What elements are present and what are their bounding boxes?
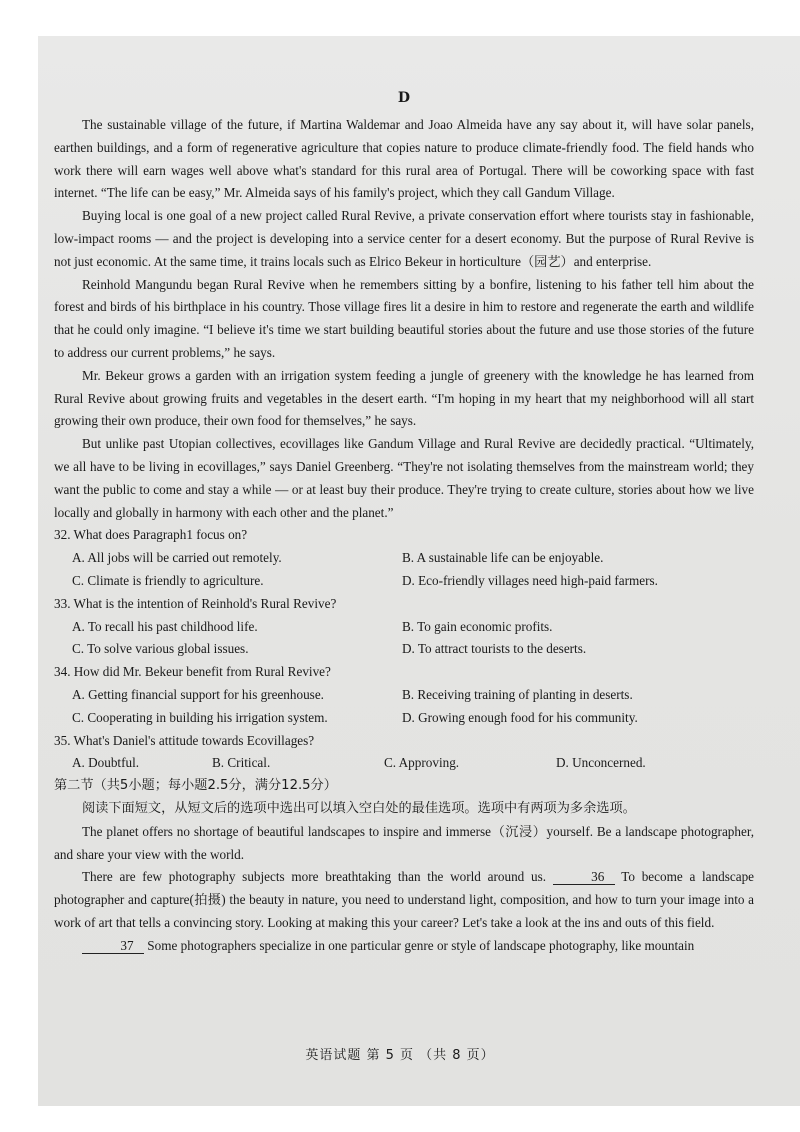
page-footer: 英语试题 第 5 页 （共 8 页） (305, 1048, 495, 1063)
option-33-d: D. To attract tourists to the deserts. (402, 641, 587, 657)
cloze-paragraph-1: The planet offers no shortage of beautiful landscapes to inspire and immerse（沉浸）yourself. Be a landscape photographer, and share your view with the world. (54, 823, 754, 862)
cloze-paragraph-2 (54, 866, 754, 934)
cloze-paragraph-3 (54, 935, 754, 958)
option-35-a: A. Doubtful. (72, 755, 140, 771)
question-35-stem: 35. What's Daniel's attitude towards Ecovillages? (54, 732, 315, 748)
section-letter: D (397, 90, 411, 106)
section-2-instruction: 阅读下面短文，从短文后的选项中选出可以填入空白处的最佳选项。选项中有两项为多余选项。 (82, 800, 636, 816)
section-2-header: 第二节（共5小题；每小题2.5分，满分12.5分） (54, 778, 337, 794)
option-32-a: A. All jobs will be carried out remotely. (72, 550, 282, 566)
option-33-a: A. To recall his past childhood life. (72, 618, 258, 634)
option-34-a: A. Getting financial support for his greenhouse. (72, 686, 324, 702)
question-33-options (54, 616, 754, 662)
passage-paragraph-3: Reinhold Mangundu began Rural Revive when he remembers sitting by a bonfire, listening to his father tell him about the forest and birds of his birthplace in his country. Those village fires lit a desire in him to restore and regenerate the earth and wildlife that he could only imagine. “I believe it's time we start building beautiful stories about the future and use those stories of the future to address our current problems,” he says. (54, 276, 754, 360)
cloze-p2-after: To become a landscape photographer and capture(拍摄) the beauty in nature, you need to understand light, composition, and how to turn your image into a work of art that tells a convincing story. Looking at making this your career? Let's take a look at the ins and outs of this field. (54, 869, 755, 930)
question-32-options (54, 547, 754, 593)
question-34-stem: 34. How did Mr. Bekeur benefit from Rural Revive? (54, 664, 331, 680)
option-32-c: C. Climate is friendly to agriculture. (72, 572, 264, 588)
option-34-d: D. Growing enough food for his community. (402, 709, 638, 725)
option-33-c: C. To solve various global issues. (72, 641, 249, 657)
option-33-b: B. To gain economic profits. (402, 618, 553, 634)
option-34-c: C. Cooperating in building his irrigation system. (72, 709, 328, 725)
cloze-p2-before: There are few photography subjects more breathtaking than the world around us. (82, 869, 547, 885)
blank-36: 36 (553, 870, 615, 885)
passage-paragraph-4: Mr. Bekeur grows a garden with an irrigation system feeding a jungle of greenery with the knowledge he has learned from Rural Revive about growing fruits and vegetables in the desert earth. “I'm hoping in my heart that my neighborhood will all start growing their own produce, their own food for themselves,” he says. (54, 367, 754, 429)
question-34-options (54, 684, 754, 730)
cloze-p3-text: Some photographers specialize in one particular genre or style of landscape photography, like mountain (147, 937, 695, 953)
option-35-c: C. Approving. (384, 755, 460, 771)
question-35-options (54, 752, 754, 775)
blank-37: 37 (82, 939, 144, 954)
exam-content (54, 90, 754, 957)
passage-paragraph-1: The sustainable village of the future, if Martina Waldemar and Joao Almeida have any say about it, will have solar panels, earthen buildings, and a form of regenerative agriculture that copies nature to produce climate-friendly food. The field hands who work there will earn wages well above what's standard for this rural area of Portugal. There will be coworking space with fast internet. “The life can be easy,” Mr. Almeida says of his family's project, which they call Gandum Village. (54, 117, 754, 201)
question-32-stem: 32. What does Paragraph1 focus on? (54, 527, 248, 543)
option-32-b: B. A sustainable life can be enjoyable. (402, 550, 604, 566)
option-35-b: B. Critical. (212, 755, 271, 771)
option-32-d: D. Eco-friendly villages need high-paid farmers. (402, 572, 658, 588)
question-33-stem: 33. What is the intention of Reinhold's Rural Revive? (54, 595, 337, 611)
option-35-d: D. Unconcerned. (556, 755, 646, 771)
passage-paragraph-2: Buying local is one goal of a new project called Rural Revive, a private conservation effort where tourists stay in fashionable, low-impact rooms — and the project is developing into a service center for a desert economy. But the purpose of Rural Revive is not just economic. At the same time, it trains locals such as Elrico Bekeur in horticulture（园艺）and enterprise. (54, 208, 754, 269)
option-34-b: B. Receiving training of planting in deserts. (402, 686, 633, 702)
passage-paragraph-5: But unlike past Utopian collectives, ecovillages like Gandum Village and Rural Revive are decidedly practical. “Ultimately, we all have to be living in ecovillages,” says Daniel Greenberg. “They're not isolating themselves from the mainstream world; they want the public to come and stay a while — or at least buy their produce. They're trying to create culture, stories about how we live locally and globally in harmony with each other and the planet.” (54, 436, 754, 520)
